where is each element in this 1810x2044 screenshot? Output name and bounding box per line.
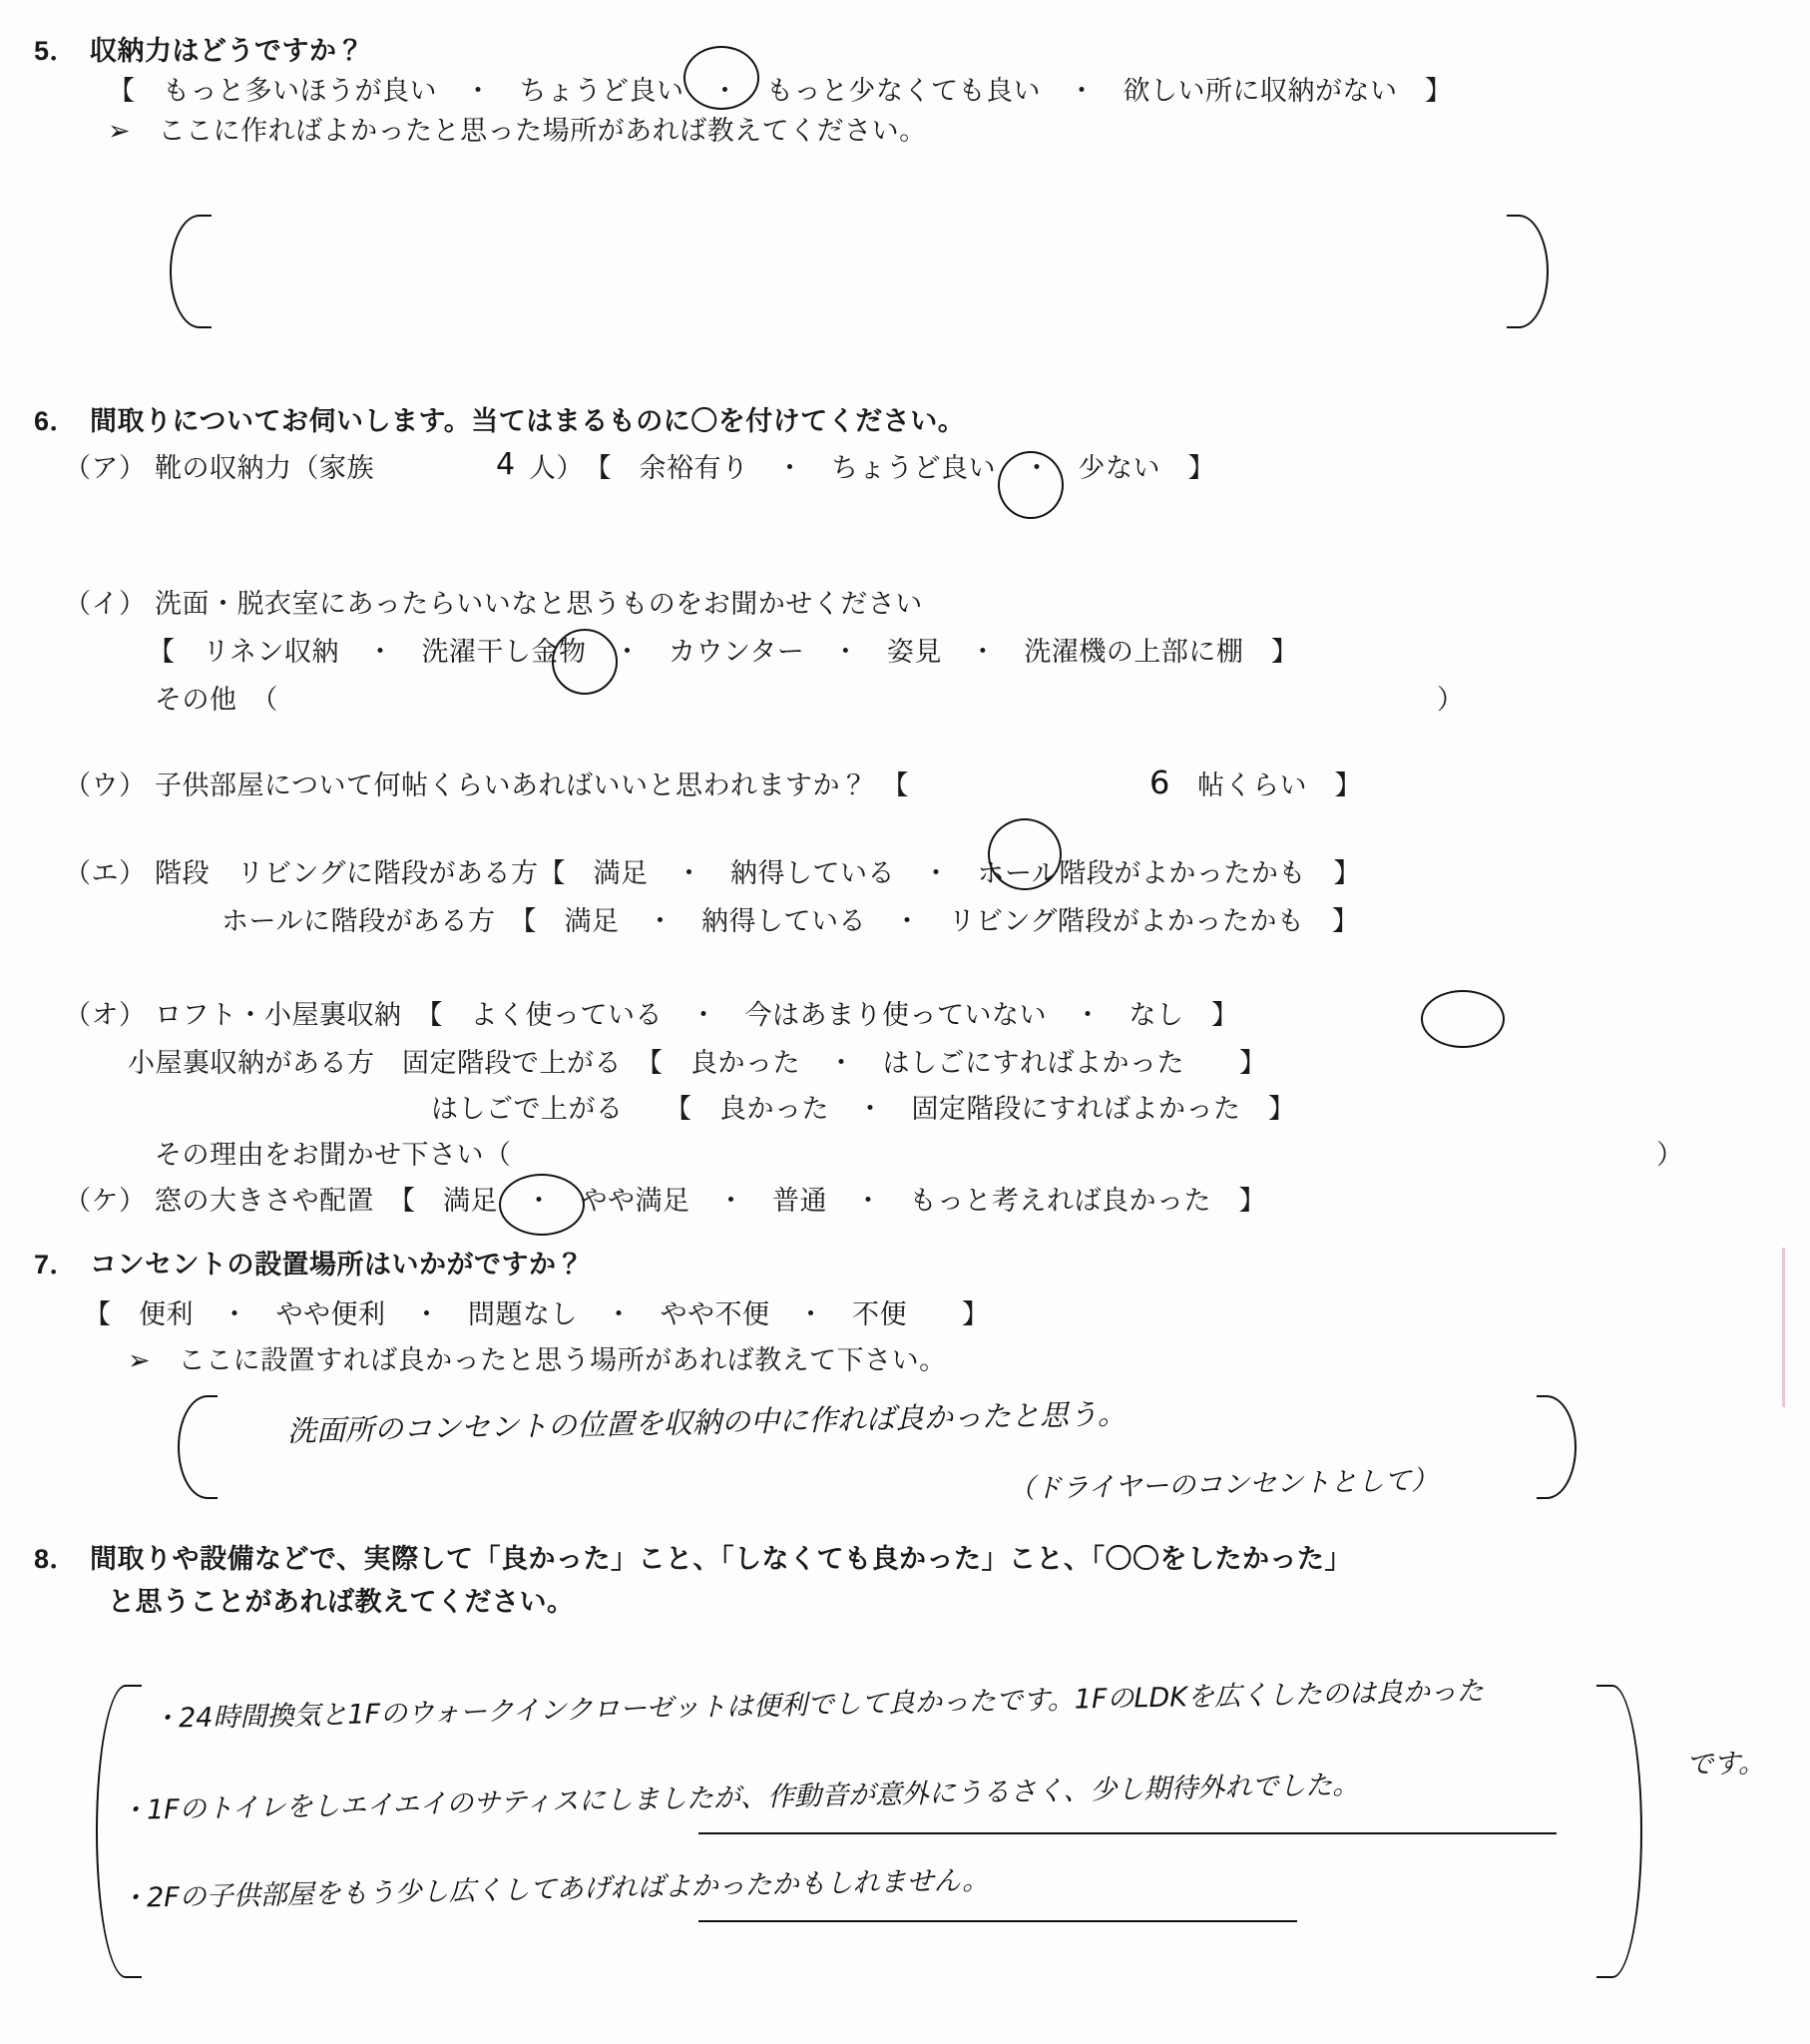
q7-answer-line2[interactable]: （ドライヤーのコンセントとして） [1007,1464,1439,1505]
q6-d-label: （エ） [64,858,147,888]
q7-answer-bracket-left [178,1395,218,1499]
q6-b-other-label: その他 （ [155,685,278,715]
q6-number: 6． [34,406,78,436]
q6-d-line2[interactable]: ホールに階段がある方 【 満足 ・ 納得している ・ リビング階段がよかったかも 】 [222,906,1360,936]
q8-answer-line2[interactable]: ・1Fのトイレをしエイエイのサティスにしましたが、作動音が意外にうるさく、少し期待外れでした。 [119,1769,1360,1826]
q6-f-label: （ケ） [64,1186,147,1216]
q6-c-label: （ウ） [64,770,147,800]
q5-title: 収納力はどうですか？ [90,36,364,66]
q5-subprompt: ➢ ここに作ればよかったと思った場所があれば教えてください。 [108,116,927,146]
q6-b-label: （イ） [64,589,147,619]
q6-e-reason-label: その理由をお聞かせ下さい（ [155,1140,512,1170]
q7-number: 7． [34,1250,78,1279]
q8-answer-bracket-left [96,1685,142,1978]
scan-artifact-line [1782,1248,1785,1407]
q6-e-reason-close: ） [1656,1140,1684,1170]
q6-b-other-close: ） [1437,685,1465,715]
q8-answer-line3[interactable]: ・2Fの子供部屋をもう少し広くしてあげればよかったかもしれません。 [119,1864,990,1914]
q8-answer-line1[interactable]: ・24時間換気と1Fのウォークインクローゼットは便利でして良かったです。1FのLDKを広くしたのは良かった [151,1676,1485,1735]
q6-c-text-after[interactable]: 帖くらい 】 [1197,770,1362,800]
q5-answer-bracket-left [170,215,212,328]
q6-a-options[interactable]: 人） 【 余裕有り ・ ちょうど良い ・ 少ない 】 [529,453,1215,483]
q6-b-options[interactable]: 【 リネン収納 ・ 洗濯干し金物 ・ カウンター ・ 姿見 ・ 洗濯機の上部に棚 】 [148,637,1299,667]
q6-e-text[interactable]: ロフト・小屋裏収納 【 よく使っている ・ 今はあまり使っていない ・ なし 】 [155,1000,1239,1030]
q6-d-text[interactable]: 階段 リビングに階段がある方【 満足 ・ 納得している ・ ホール階段がよかったかも 】 [155,858,1361,888]
q8-number: 8． [34,1544,78,1574]
q6-title: 間取りについてお伺いします。当てはまるものに〇を付けてください。 [90,406,966,436]
q8-title: 間取りや設備などで、実際して「良かった」こと、「しなくても良かった」こと、「〇〇をしたかった」 [90,1544,1352,1574]
q6-e-line2[interactable]: 小屋裏収納がある方 固定階段で上がる 【 良かった ・ はしごにすればよかった 】 [128,1048,1267,1078]
q8-answer-line1-cont[interactable]: です。 [1685,1748,1766,1781]
q6-b-text: 洗面・脱衣室にあったらいいなと思うものをお聞かせください [155,589,923,619]
q6-a-text: 靴の収納力（家族 [155,453,374,483]
q8-answer-bracket-right [1596,1685,1642,1978]
q8-answer-line3-underline [698,1920,1297,1922]
q7-answer-bracket-right [1537,1395,1577,1499]
q5-answer-bracket-right [1507,215,1549,328]
q6-a-family-count[interactable]: 4 [496,447,516,482]
q7-answer-line1[interactable]: 洗面所のコンセントの位置を収納の中に作れば良かったと思う。 [286,1396,1128,1448]
circle-mark-q6e [1421,990,1505,1048]
q7-options[interactable]: 【 便利 ・ やや便利 ・ 問題なし ・ やや不便 ・ 不便 】 [84,1299,990,1329]
q8-answer-line2-underline [698,1832,1557,1834]
q6-c-text: 子供部屋について何帖くらいあればいいと思われますか？ 【 [155,770,909,800]
q5-options[interactable]: 【 もっと多いほうが良い ・ ちょうど良い ・ もっと少なくても良い ・ 欲しい所に収納がない 】 [108,76,1453,106]
q5-number: 5． [34,36,78,66]
q8-title-line2: と思うことがあれば教えてください。 [108,1587,575,1617]
q6-f-text[interactable]: 窓の大きさや配置 【 満足 ・ やや満足 ・ 普通 ・ もっと考えれば良かった 】 [155,1186,1266,1216]
q6-e-label: （オ） [64,1000,147,1030]
q6-a-label: （ア） [64,453,147,483]
q6-c-tatami-value[interactable]: 6 [1149,764,1170,801]
q7-subprompt: ➢ ここに設置すれば良かったと思う場所があれば教えて下さい。 [128,1345,947,1375]
q7-title: コンセントの設置場所はいかがですか？ [90,1250,584,1279]
q6-e-line3[interactable]: はしごで上がる 【 良かった ・ 固定階段にすればよかった 】 [431,1094,1296,1124]
